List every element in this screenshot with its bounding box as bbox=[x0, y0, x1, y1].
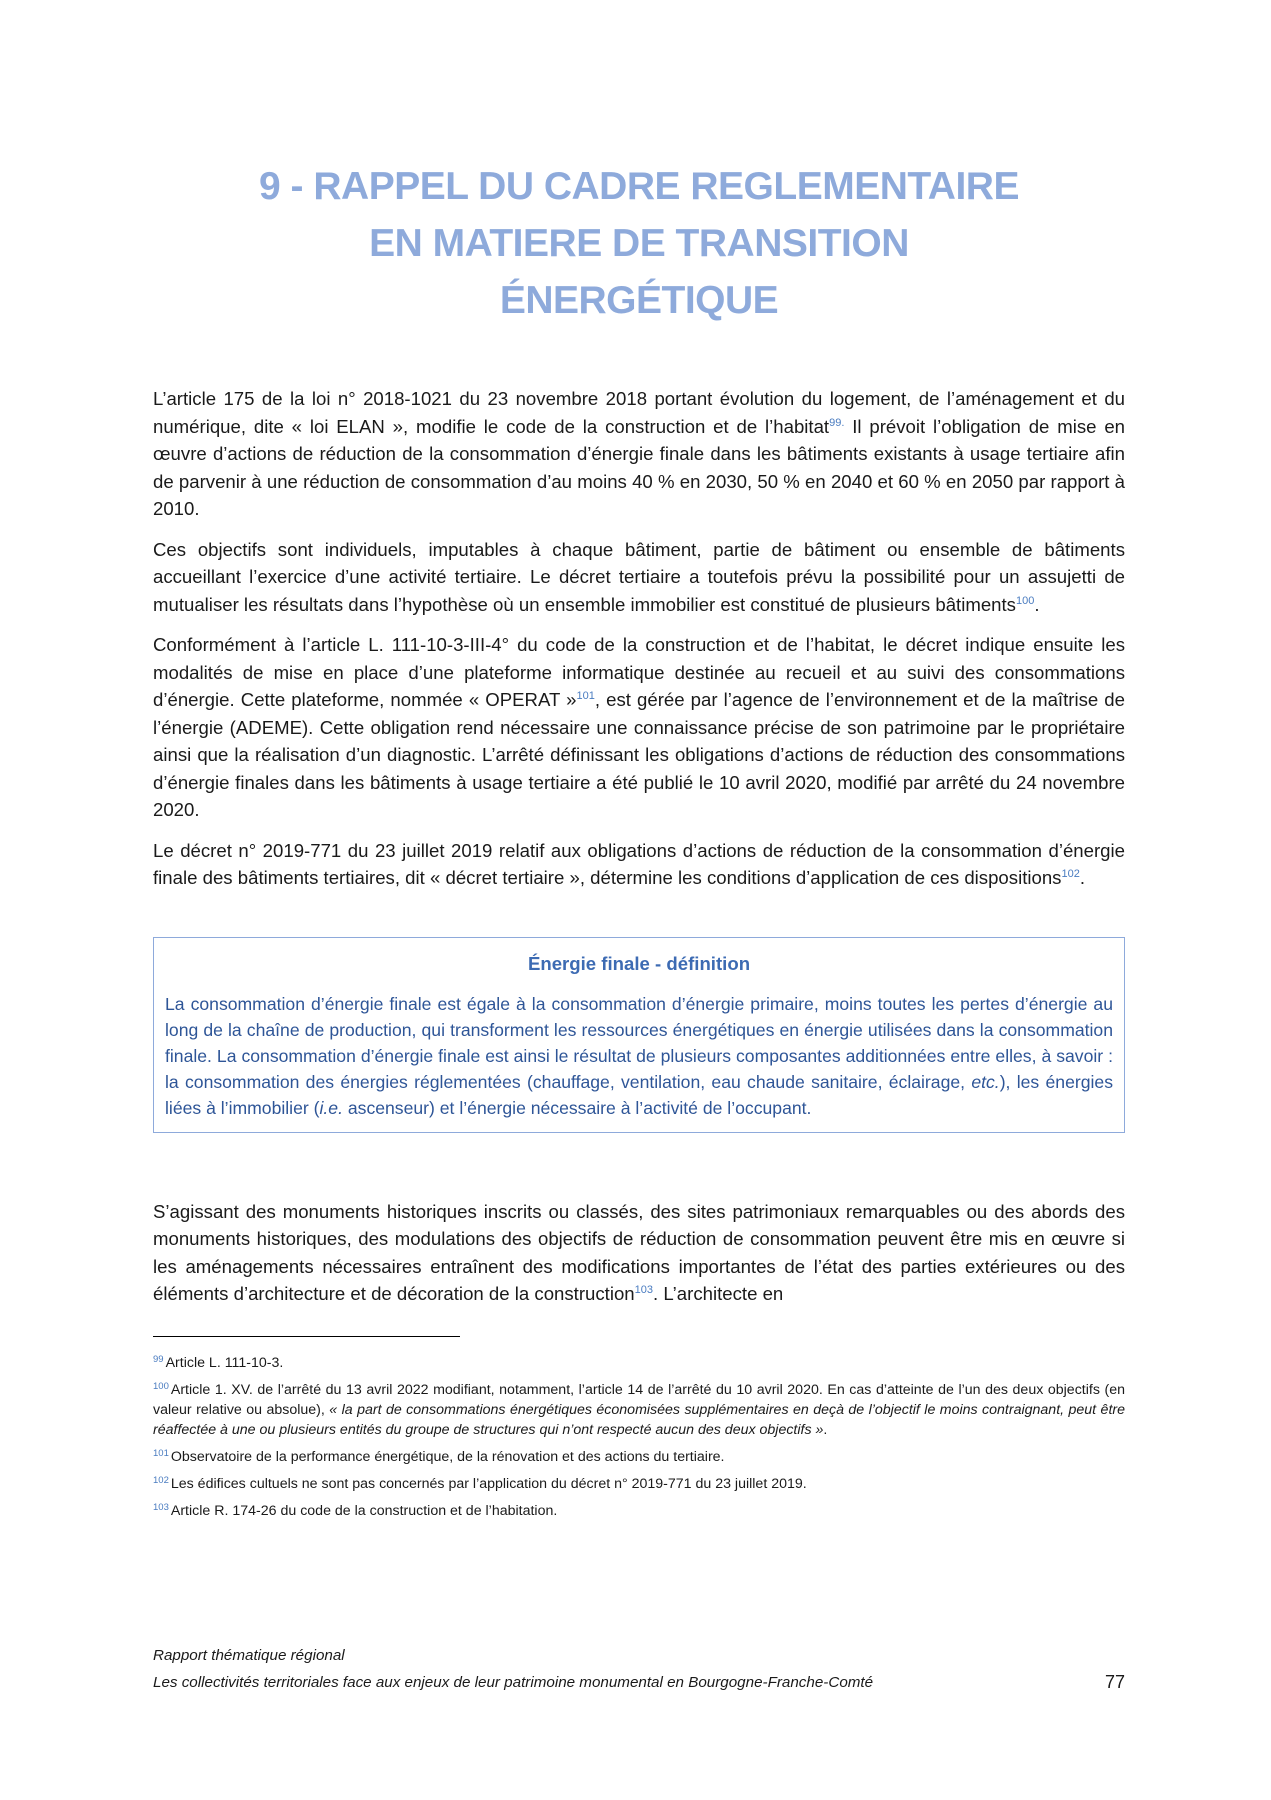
page-content bbox=[153, 0, 1125, 1525]
definition-box-text: La consommation d’énergie finale est égale à la consommation d’énergie primaire, moins toutes les pertes d’énergie au long de la chaîne de production, qui transforment les ressources énergétiques en énergie utilisées dans la consommation finale. La consommation d’énergie finale est ainsi le résultat de plusieurs composantes additionnées entre elles, à savoir : la consommation des énergies réglementées (chauffage, ventilation, eau chaude sanitaire, éclairage, etc.), les énergies liées à l’immobilier (i.e. ascenseur) et l’énergie nécessaire à l’activité de l’occupant. bbox=[165, 993, 1113, 1118]
paragraph-objectifs: Ces objectifs sont individuels, imputables à chaque bâtiment, partie de bâtiment ou ensemble de bâtiments accueillant l’exercice d’une activité tertiaire. Le décret tertiaire a toutefois prévu la possibilité pour un assujetti de mutualiser les résultats dans l’hypothèse où un ensemble immobilier est constitué de plusieurs bâtiments$^{100}$. bbox=[153, 538, 1125, 615]
footnote-ref-101[interactable]: 101 bbox=[576, 690, 595, 702]
body-text-continued bbox=[153, 1198, 1125, 1308]
footnote-ref-99[interactable]: 99. bbox=[829, 416, 845, 429]
footer-report-type: Rapport thématique régional bbox=[153, 1647, 345, 1664]
page-footer bbox=[153, 1642, 1125, 1696]
body-text bbox=[153, 385, 1125, 892]
footnote-ref-103[interactable]: 103 bbox=[634, 1284, 654, 1296]
footnote-103: $^{103}$ Article R. 174-26 du code de la construction et de l’habitation. bbox=[153, 1501, 558, 1519]
footnote-divider bbox=[153, 1336, 460, 1337]
page-title bbox=[153, 158, 1125, 329]
paragraph-operat: Conformément à l’article L. 111-10-3-III-4° du code de la construction et de l’habitat, le décret indique ensuite les modalités de mise en place d’une plateforme informatique destinée au recueil et au suivi des consommations d’énergie. Cette plateforme, nommée « OPERAT »$^{101}$, est gérée par l’agence de l’environnement et de la maîtrise de l’énergie (ADEME). Cette obligation rend nécessaire une connaissance précise de son patrimoine par le propriétaire ainsi que la réalisation d’un diagnostic. L’arrêté définissant les obligations d’actions de réduction des consommations d’énergie finales dans les bâtiments à usage tertiaire a été publié le 10 avril 2020, modifié par arrêté du 24 novembre 2020. bbox=[153, 634, 1125, 820]
title-line-3: ÉNERGÉTIQUE bbox=[499, 279, 779, 322]
footnote-102: $^{102}$ Les édifices cultuels ne sont pas concernés par l’application du décret n° 2019-771 du 23 juillet 2019. bbox=[153, 1474, 807, 1492]
footnote-101: $^{101}$ Observatoire de la performance énergétique, de la rénovation et des actions du tertiaire. bbox=[153, 1447, 725, 1465]
footnote-99: $^{99}$ Article L. 111-10-3. bbox=[153, 1353, 284, 1371]
footnotes bbox=[153, 1350, 1125, 1521]
definition-box bbox=[153, 937, 1125, 1133]
paragraph-monuments-historiques: S’agissant des monuments historiques inscrits ou classés, des sites patrimoniaux remarquables ou des abords des monuments historiques, des modulations des objectifs de réduction de consommation peuvent être mis en œuvre si les aménagements nécessaires entraînent des modifications importantes de l’état des parties extérieures ou des éléments d’architecture et de décoration de la construction$^{103}$. L’architecte en bbox=[153, 1200, 1125, 1304]
paragraph-decret-tertiaire: Le décret n° 2019-771 du 23 juillet 2019 relatif aux obligations d’actions de réduction de la consommation d’énergie finale des bâtiments tertiaires, dit « décret tertiaire », détermine les conditions d’application de ces dispositions$^{102}$. bbox=[153, 839, 1125, 888]
page-number: 77 bbox=[1104, 1672, 1125, 1692]
paragraph-loi-elan: L’article 175 de la loi n° 2018-1021 du 23 novembre 2018 portant évolution du logement, de l’aménagement et du numérique, dite « loi ELAN », modifie le code de la construction et de l’habitat$^{99.}$ Il prévoit l’obligation de mise en œuvre d’actions de réduction de la consommation d’énergie finale dans les bâtiments existants à usage tertiaire afin de parvenir à une réduction de consommation d’au moins 40 % en 2030, 50 % en 2040 et 60 % en 2050 par rapport à 2010. bbox=[153, 388, 1125, 519]
footnote-ref-100[interactable]: 100 bbox=[1015, 594, 1035, 607]
footer-report-title: Les collectivités territoriales face aux enjeux de leur patrimoine monumental en Bourgogne-Franche-Comté bbox=[153, 1674, 874, 1691]
footnote-ref-102[interactable]: 102 bbox=[1061, 868, 1080, 880]
definition-box-title: Énergie finale - définition bbox=[527, 952, 751, 974]
title-line-2: EN MATIERE DE TRANSITION bbox=[369, 222, 909, 265]
footnote-100: $^{100}$ Article 1. XV. de l’arrêté du 13 avril 2022 modifiant, notamment, l’article 14 de l’arrêté du 10 avril 2020. En cas d’atteinte de l’un des deux objectifs (en valeur relative ou absolue), « la part de consommations énergétiques économisées supplémentaires en deçà de l’objectif le moins contraignant, peut être réaffectée à une ou plusieurs entités du groupe de structures qui n’ont respecté aucun des deux objectifs ». bbox=[153, 1380, 1125, 1438]
title-line-1: 9 - RAPPEL DU CADRE REGLEMENTAIRE bbox=[259, 165, 1019, 208]
